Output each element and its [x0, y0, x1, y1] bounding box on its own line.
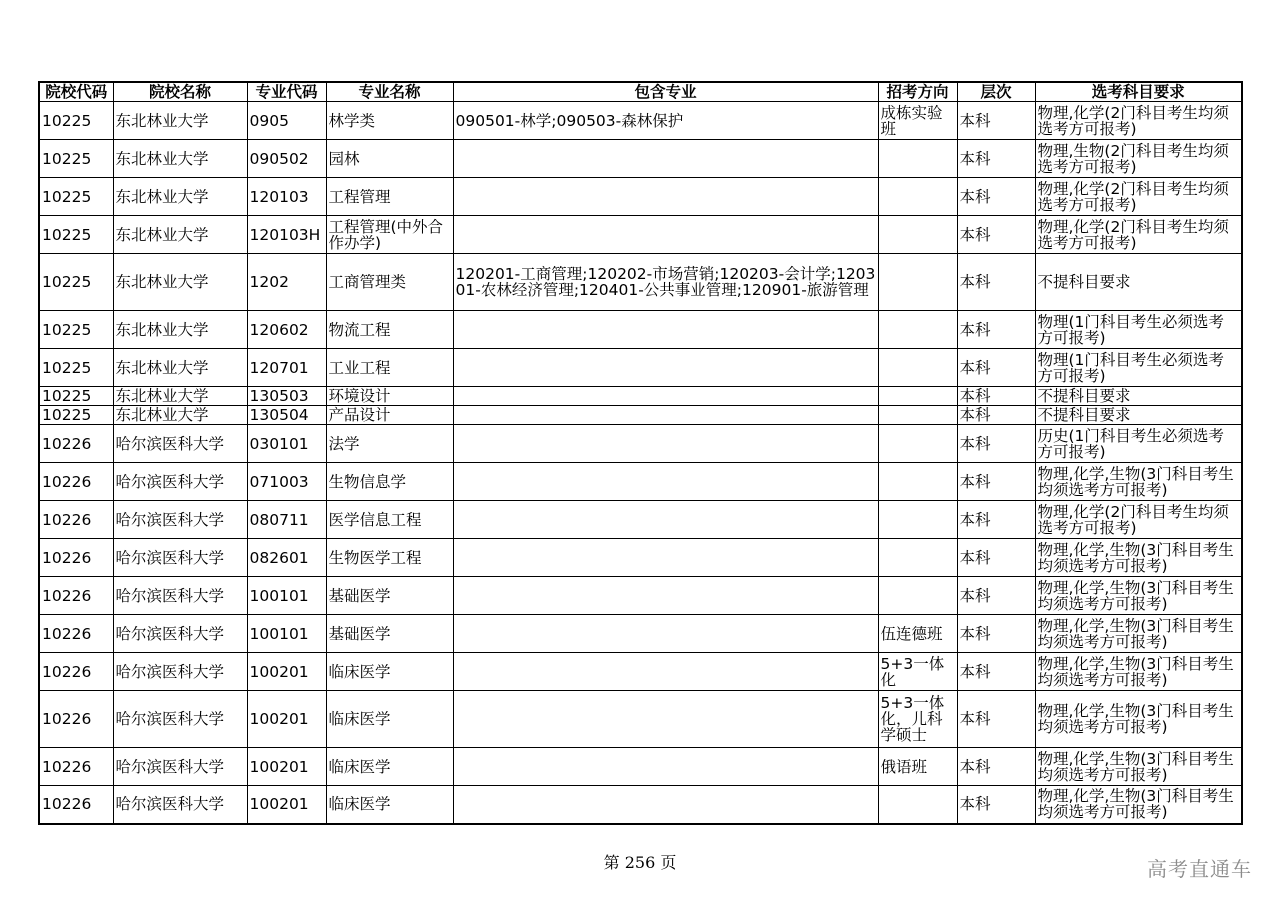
direction-cell: [878, 577, 957, 615]
major-code-cell: 030101: [247, 425, 326, 463]
major-name-cell: 物流工程: [326, 311, 453, 349]
major-code-cell: 071003: [247, 463, 326, 501]
level-cell: 本科: [957, 178, 1035, 216]
header-included-majors: 包含专业: [453, 82, 878, 102]
included-majors-cell: [453, 501, 878, 539]
table-row: [39, 140, 1242, 178]
school-code-cell: 10226: [39, 615, 113, 653]
major-name-cell: 临床医学: [326, 786, 453, 824]
major-name-cell: 生物医学工程: [326, 539, 453, 577]
table-row: [39, 178, 1242, 216]
subject-requirement-cell: 历史(1门科目考生必须选考方可报考): [1035, 425, 1242, 463]
subject-requirement-cell: 物理,化学(2门科目考生均须选考方可报考): [1035, 501, 1242, 539]
table-row: [39, 349, 1242, 387]
major-code-cell: 130504: [247, 406, 326, 425]
direction-cell: 伍连德班: [878, 615, 957, 653]
table-row: [39, 748, 1242, 786]
major-name-cell: 园林: [326, 140, 453, 178]
school-name-cell: 哈尔滨医科大学: [113, 691, 247, 748]
major-name-cell: 林学类: [326, 102, 453, 140]
subject-requirement-cell: 不提科目要求: [1035, 254, 1242, 311]
school-name-cell: 哈尔滨医科大学: [113, 615, 247, 653]
included-majors-cell: [453, 577, 878, 615]
school-name-cell: 东北林业大学: [113, 178, 247, 216]
school-code-cell: 10225: [39, 311, 113, 349]
major-name-cell: 基础医学: [326, 615, 453, 653]
direction-cell: [878, 501, 957, 539]
level-cell: 本科: [957, 102, 1035, 140]
page-number: 第 256 页: [603, 853, 677, 872]
school-name-cell: 哈尔滨医科大学: [113, 653, 247, 691]
header-subject-requirement: 选考科目要求: [1035, 82, 1242, 102]
direction-cell: 5+3一体化: [878, 653, 957, 691]
table-row: [39, 539, 1242, 577]
subject-requirement-cell: 物理,化学(2门科目考生均须选考方可报考): [1035, 102, 1242, 140]
subject-requirement-cell: 物理(1门科目考生必须选考方可报考): [1035, 311, 1242, 349]
table-row: [39, 501, 1242, 539]
table-row: [39, 425, 1242, 463]
included-majors-cell: [453, 140, 878, 178]
school-name-cell: 东北林业大学: [113, 349, 247, 387]
school-code-cell: 10225: [39, 387, 113, 406]
major-name-cell: 环境设计: [326, 387, 453, 406]
major-code-cell: 082601: [247, 539, 326, 577]
direction-cell: [878, 216, 957, 254]
major-name-cell: 临床医学: [326, 653, 453, 691]
school-name-cell: 东北林业大学: [113, 387, 247, 406]
school-name-cell: 哈尔滨医科大学: [113, 539, 247, 577]
included-majors-cell: [453, 387, 878, 406]
subject-requirement-cell: 物理,化学,生物(3门科目考生均须选考方可报考): [1035, 691, 1242, 748]
school-name-cell: 哈尔滨医科大学: [113, 463, 247, 501]
school-code-cell: 10225: [39, 102, 113, 140]
included-majors-cell: [453, 748, 878, 786]
subject-requirement-cell: 物理(1门科目考生必须选考方可报考): [1035, 349, 1242, 387]
school-name-cell: 东北林业大学: [113, 311, 247, 349]
school-code-cell: 10226: [39, 653, 113, 691]
level-cell: 本科: [957, 406, 1035, 425]
included-majors-cell: [453, 615, 878, 653]
direction-cell: [878, 178, 957, 216]
subject-requirement-cell: 不提科目要求: [1035, 406, 1242, 425]
major-name-cell: 法学: [326, 425, 453, 463]
school-code-cell: 10226: [39, 748, 113, 786]
major-code-cell: 1202: [247, 254, 326, 311]
major-code-cell: 0905: [247, 102, 326, 140]
included-majors-cell: [453, 178, 878, 216]
included-majors-cell: [453, 425, 878, 463]
major-name-cell: 工商管理类: [326, 254, 453, 311]
school-name-cell: 哈尔滨医科大学: [113, 786, 247, 824]
direction-cell: [878, 140, 957, 178]
included-majors-cell: [453, 463, 878, 501]
subject-requirement-cell: 物理,化学,生物(3门科目考生均须选考方可报考): [1035, 786, 1242, 824]
major-name-cell: 临床医学: [326, 691, 453, 748]
school-name-cell: 东北林业大学: [113, 254, 247, 311]
school-code-cell: 10225: [39, 254, 113, 311]
school-code-cell: 10226: [39, 577, 113, 615]
school-name-cell: 东北林业大学: [113, 140, 247, 178]
school-name-cell: 哈尔滨医科大学: [113, 501, 247, 539]
table-row: [39, 577, 1242, 615]
level-cell: 本科: [957, 653, 1035, 691]
major-name-cell: 工程管理: [326, 178, 453, 216]
level-cell: 本科: [957, 349, 1035, 387]
level-cell: 本科: [957, 387, 1035, 406]
header-major-name: 专业名称: [326, 82, 453, 102]
table-row: [39, 311, 1242, 349]
table-row: [39, 406, 1242, 425]
level-cell: 本科: [957, 539, 1035, 577]
major-code-cell: 120103H: [247, 216, 326, 254]
level-cell: 本科: [957, 501, 1035, 539]
included-majors-cell: [453, 539, 878, 577]
school-code-cell: 10226: [39, 501, 113, 539]
direction-cell: [878, 786, 957, 824]
level-cell: 本科: [957, 140, 1035, 178]
major-name-cell: 产品设计: [326, 406, 453, 425]
watermark-text: 高考直通车: [1147, 857, 1252, 881]
school-code-cell: 10225: [39, 406, 113, 425]
major-name-cell: 生物信息学: [326, 463, 453, 501]
direction-cell: 俄语班: [878, 748, 957, 786]
included-majors-cell: [453, 406, 878, 425]
major-code-cell: 090502: [247, 140, 326, 178]
included-majors-cell: [453, 349, 878, 387]
major-name-cell: 工程管理(中外合作办学): [326, 216, 453, 254]
included-majors-cell: [453, 786, 878, 824]
subject-requirement-cell: 物理,化学,生物(3门科目考生均须选考方可报考): [1035, 615, 1242, 653]
direction-cell: [878, 254, 957, 311]
subject-requirement-cell: 物理,化学(2门科目考生均须选考方可报考): [1035, 178, 1242, 216]
level-cell: 本科: [957, 216, 1035, 254]
header-school-code: 院校代码: [39, 82, 113, 102]
major-name-cell: 医学信息工程: [326, 501, 453, 539]
table-row: [39, 216, 1242, 254]
table-row: [39, 653, 1242, 691]
header-major-code: 专业代码: [247, 82, 326, 102]
included-majors-cell: [453, 653, 878, 691]
school-code-cell: 10226: [39, 786, 113, 824]
major-code-cell: 080711: [247, 501, 326, 539]
school-code-cell: 10226: [39, 539, 113, 577]
school-name-cell: 东北林业大学: [113, 216, 247, 254]
direction-cell: [878, 425, 957, 463]
direction-cell: 成栋实验班: [878, 102, 957, 140]
table-row: [39, 463, 1242, 501]
major-code-cell: 100201: [247, 691, 326, 748]
level-cell: 本科: [957, 254, 1035, 311]
school-name-cell: 东北林业大学: [113, 102, 247, 140]
header-direction: 招考方向: [878, 82, 957, 102]
major-code-cell: 100201: [247, 748, 326, 786]
direction-cell: [878, 539, 957, 577]
school-code-cell: 10225: [39, 349, 113, 387]
school-name-cell: 东北林业大学: [113, 406, 247, 425]
school-code-cell: 10225: [39, 216, 113, 254]
subject-requirement-cell: 物理,化学,生物(3门科目考生均须选考方可报考): [1035, 463, 1242, 501]
table-row: [39, 254, 1242, 311]
included-majors-cell: [453, 691, 878, 748]
major-code-cell: 100201: [247, 653, 326, 691]
major-code-cell: 100101: [247, 615, 326, 653]
direction-cell: [878, 387, 957, 406]
major-name-cell: 工业工程: [326, 349, 453, 387]
included-majors-cell: 120201-工商管理;120202-市场营销;120203-会计学;120301-农林经济管理;120401-公共事业管理;120901-旅游管理: [453, 254, 878, 311]
major-code-cell: 100201: [247, 786, 326, 824]
major-name-cell: 基础医学: [326, 577, 453, 615]
school-name-cell: 哈尔滨医科大学: [113, 577, 247, 615]
major-code-cell: 130503: [247, 387, 326, 406]
subject-requirement-cell: 物理,化学,生物(3门科目考生均须选考方可报考): [1035, 539, 1242, 577]
direction-cell: [878, 349, 957, 387]
direction-cell: [878, 463, 957, 501]
table-row: [39, 615, 1242, 653]
included-majors-cell: [453, 311, 878, 349]
school-code-cell: 10225: [39, 178, 113, 216]
major-code-cell: 100101: [247, 577, 326, 615]
level-cell: 本科: [957, 425, 1035, 463]
school-code-cell: 10226: [39, 463, 113, 501]
school-code-cell: 10226: [39, 425, 113, 463]
header-row: [39, 82, 1242, 102]
subject-requirement-cell: 物理,生物(2门科目考生均须选考方可报考): [1035, 140, 1242, 178]
direction-cell: [878, 406, 957, 425]
included-majors-cell: 090501-林学;090503-森林保护: [453, 102, 878, 140]
subject-requirement-cell: 不提科目要求: [1035, 387, 1242, 406]
table-row: [39, 786, 1242, 824]
direction-cell: [878, 311, 957, 349]
school-code-cell: 10225: [39, 140, 113, 178]
level-cell: 本科: [957, 463, 1035, 501]
header-school-name: 院校名称: [113, 82, 247, 102]
major-code-cell: 120602: [247, 311, 326, 349]
subject-requirement-cell: 物理,化学,生物(3门科目考生均须选考方可报考): [1035, 653, 1242, 691]
major-name-cell: 临床医学: [326, 748, 453, 786]
admission-table: [38, 81, 1243, 825]
subject-requirement-cell: 物理,化学(2门科目考生均须选考方可报考): [1035, 216, 1242, 254]
level-cell: 本科: [957, 691, 1035, 748]
header-level: 层次: [957, 82, 1035, 102]
table-row: [39, 691, 1242, 748]
subject-requirement-cell: 物理,化学,生物(3门科目考生均须选考方可报考): [1035, 577, 1242, 615]
level-cell: 本科: [957, 311, 1035, 349]
table-row: [39, 102, 1242, 140]
direction-cell: 5+3一体化，儿科学硕士: [878, 691, 957, 748]
level-cell: 本科: [957, 748, 1035, 786]
school-name-cell: 哈尔滨医科大学: [113, 425, 247, 463]
level-cell: 本科: [957, 615, 1035, 653]
school-name-cell: 哈尔滨医科大学: [113, 748, 247, 786]
school-code-cell: 10226: [39, 691, 113, 748]
level-cell: 本科: [957, 577, 1035, 615]
included-majors-cell: [453, 216, 878, 254]
major-code-cell: 120103: [247, 178, 326, 216]
major-code-cell: 120701: [247, 349, 326, 387]
table-row: [39, 387, 1242, 406]
level-cell: 本科: [957, 786, 1035, 824]
subject-requirement-cell: 物理,化学,生物(3门科目考生均须选考方可报考): [1035, 748, 1242, 786]
